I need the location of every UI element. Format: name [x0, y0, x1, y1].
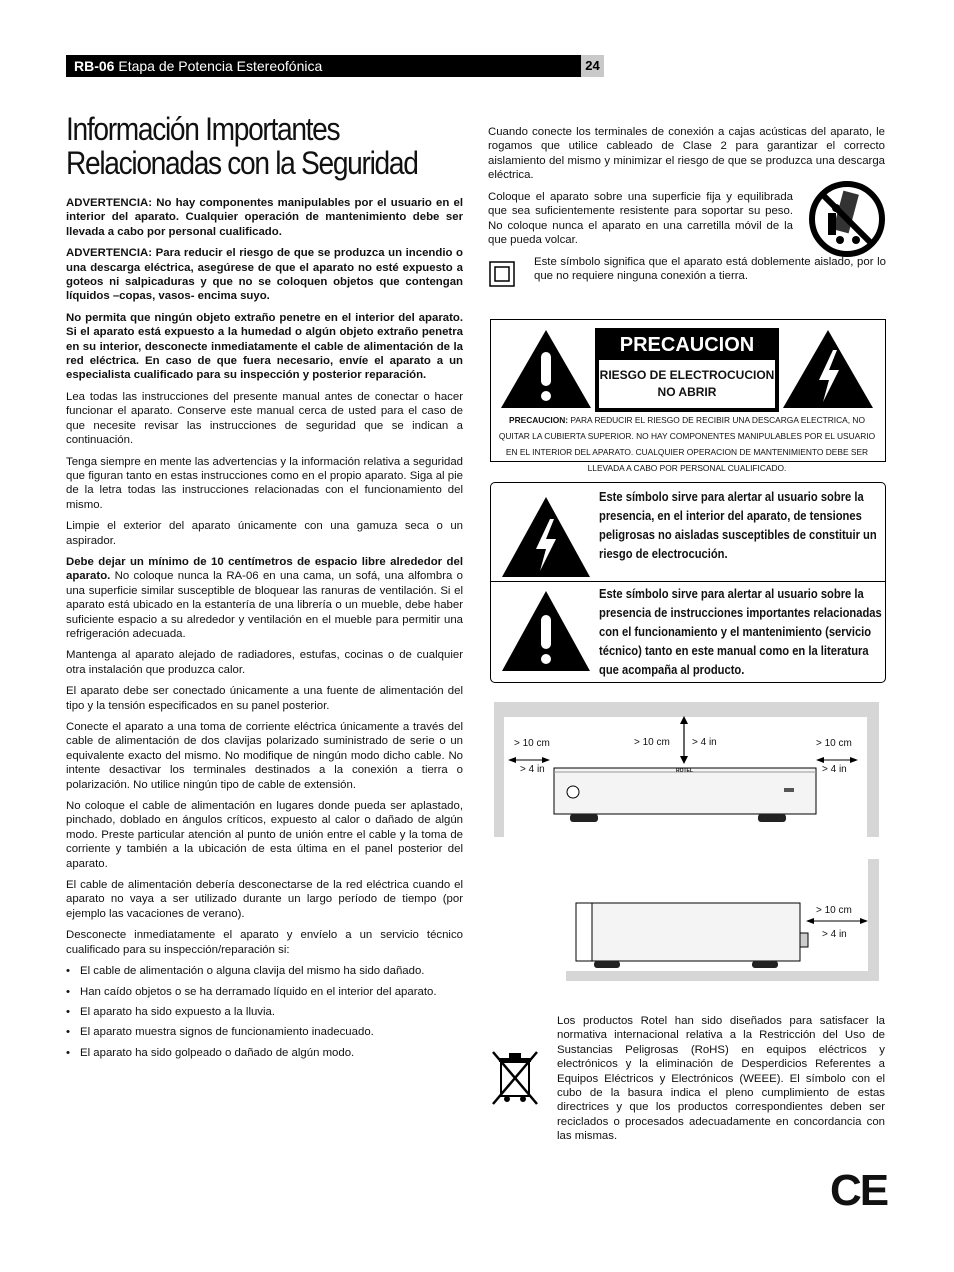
caution-label	[595, 328, 779, 412]
caution-description-text: PARA REDUCIR EL RIESGO DE RECIBIR UNA DESCARGA ELECTRICA, NO QUITAR LA CUBIERTA SUPERIOR. NO HAY COMPONENTES MANIPULABLES POR EL USUARIO EN EL INTERIOR DEL APARATO. CUALQUIER OPERACION DE MANTENIMIENTO DEBE SER LLEVADA A CABO POR PERSONAL CUALIFICADO.	[498, 415, 876, 473]
no-cart-icon	[808, 180, 886, 258]
list-item: • El cable de alimentación o alguna clavija del mismo ha sido dañado.	[66, 964, 463, 978]
exclamation-triangle-icon	[500, 589, 592, 673]
exclamation-triangle-icon	[499, 328, 593, 410]
double-insulation-text: Este símbolo significa que el aparato está doblemente aislado, por lo que no requiere ninguna conexión a tierra.	[534, 256, 886, 283]
bullet-list	[66, 964, 463, 1060]
paragraph: Desconecte inmediatamente el aparato y envíelo a un servicio técnico cualificado para su inspección/reparación si:	[66, 929, 463, 956]
page-title: Información Importantes Relacionadas con la Seguridad	[66, 111, 418, 181]
paragraph: Lea todas las instrucciones del presente manual antes de conectar o hacer funcionar el aparato. Conserve este manual cerca de usted para el caso de que necesite revisar las instrucciones de seguridad que se indican a continuación.	[66, 390, 463, 447]
paragraph: No coloque el cable de alimentación en lugares donde pueda ser aplastado, pinchado, doblado en ángulos críticos, expuesto al calor o dañado de algún modo. Preste particular atención al punto de unión entre el cable y la toma de corriente y también a la ubicación de esta última en el panel posterior del aparato.	[66, 800, 463, 870]
paragraph: El aparato debe ser conectado únicamente a una fuente de alimentación del tipo y la tensión especificados en su panel posterior.	[66, 685, 463, 712]
lightning-triangle-icon	[500, 495, 592, 579]
warning-3: No permita que ningún objeto extraño penetre en el interior del aparato. Si el aparato está expuesto a la humedad o algún objeto extraño penetra en su interior, desconecte inmediatamente el cable de alimentación de la red eléctrica. En caso de que fuera necesario, envíe el aparato a un especialista cualificado para su inspección y posterior reparación.	[66, 311, 463, 382]
list-item: • El aparato ha sido golpeado o dañado de algún modo.	[66, 1046, 463, 1060]
caution-description	[497, 412, 877, 476]
paragraph: El cable de alimentación debería desconectarse de la red eléctrica cuando el aparato no vaya a ser utilizado durante un largo período de tiempo (por ejemplo las vacaciones de verano).	[66, 879, 463, 920]
caution-title: PRECAUCION	[619, 334, 755, 356]
clearance-top-in: > 4 in	[692, 737, 717, 748]
clearance-rear-in: > 4 in	[822, 929, 847, 940]
lightning-triangle-icon	[781, 328, 875, 410]
divider	[491, 581, 885, 582]
list-item: • El aparato ha sido expuesto a la lluvia.	[66, 1005, 463, 1019]
symbol-lightning-text: Este símbolo sirve para alertar al usuario sobre la presencia, en el interior del aparato, de tensiones peligrosas no aisladas susceptibles de constituir un riesgo de electrocución.	[599, 489, 877, 561]
list-item: • El aparato muestra signos de funcionamiento inadecuado.	[66, 1025, 463, 1039]
page-number: 24	[581, 55, 604, 77]
paragraph: Conecte el aparato a una toma de corriente eléctrica únicamente a través del cable de alimentación de dos clavijas polarizado suministrado de serie o un equivalente exacto del mismo. No modifique de ningún modo dicho cable. No intente desactivar los terminales destinados a la conexión a tierra o polarización. No utilice ningún tipo de cable de extensión.	[66, 721, 463, 791]
caution-subtitle-box	[599, 360, 775, 408]
side-clearance-diagram	[566, 859, 879, 981]
spacing-rest: No coloque nunca la RA-06 en una cama, un sofá, una alfombra o una superficie similar susceptible de bloquear las ranuras de ventilación. Si el aparato está ubicado en la estantería de una librería o un mueble, debe haber suficiente espacio a su alrededor y ventilación en el mueble para permitir una refrigeración adecuada.	[66, 570, 463, 640]
clearance-rear-cm: > 10 cm	[816, 905, 852, 916]
ce-mark: CE	[830, 1166, 888, 1215]
brand-label: ROTEL	[676, 768, 693, 774]
symbols-box	[490, 482, 886, 683]
left-column	[66, 196, 463, 1066]
front-clearance-diagram	[494, 702, 879, 837]
side-amp-drawing	[566, 859, 879, 981]
paragraph: Tenga siempre en mente las advertencias y la información relativa a seguridad que figuran tanto en estas instrucciones como en el propio aparato. Siga al pie de la letra todas las instrucciones relacionadas con el funcionamiento del mismo.	[66, 455, 463, 511]
caution-description-label: PRECAUCION:	[508, 415, 569, 425]
paragraph	[66, 555, 463, 641]
list-item: • Han caído objetos o se ha derramado líquido en el interior del aparato.	[66, 985, 463, 999]
rohs-text: Los productos Rotel han sido diseñados para satisfacer la normativa internacional relativa a la Restricción del Uso de Sustancias Peligrosas (RoHS) en equipos eléctricos y electrónicos y la eliminación de Desperdicios Referentes a Equipos Eléctricos y Electrónicos (WEEE). El símbolo con el cubo de la basura indica el pleno cumplimiento de estas directrices y que los productos correspondientes deben ser reciclados o procesados adecuadamente en concordancia con las mismas.	[557, 1015, 885, 1143]
page-header	[66, 55, 581, 77]
paragraph: Mantenga al aparato alejado de radiadores, estufas, cocinas o de cualquier otra instalación que produzca calor.	[66, 649, 463, 676]
paragraph: Limpie el exterior del aparato únicamente con una gamuza seca o un aspirador.	[66, 520, 463, 547]
placement-text: Coloque el aparato sobre una superficie fija y equilibrada que sea suficientemente resistente para soportar su peso. No coloque nunca el aparato en una carretilla móvil de la que pueda volcar.	[488, 191, 793, 247]
clearance-left-cm: > 10 cm	[514, 738, 550, 749]
caution-subtitle-1: RIESGO DE ELECTROCUCION	[599, 368, 775, 382]
warning-1: ADVERTENCIA: No hay componentes manipulables por el usuario en el interior del aparato. Cualquier operación de mantenimiento debe ser llevada a cabo por personal cualificado.	[66, 197, 463, 238]
header-subtitle: Etapa de Potencia Estereofónica	[118, 58, 323, 74]
symbol-exclamation-text: Este símbolo sirve para alertar al usuario sobre la presencia de instrucciones importantes relacionadas con el funcionamiento y el mantenimiento (servicio técnico) tanto en este manual como en la literatura que acompaña al producto.	[599, 586, 882, 677]
weee-bin-icon	[489, 1048, 541, 1108]
warning-2: ADVERTENCIA: Para reducir el riesgo de que se produzca un incendio o una descarga eléctrica, asegúrese de que el aparato no esté expuesto a goteos ni salpicaduras y que no se coloquen objetos que contengan líquidos –copas, vasos- encima suyo.	[66, 247, 463, 303]
double-insulation-icon	[489, 261, 515, 287]
model-name: RB-06	[74, 58, 115, 74]
spacing-bold: Debe dejar un mínimo de 10 centímetros de espacio libre alrededor del aparato.	[66, 555, 463, 583]
speaker-wiring-text: Cuando conecte los terminales de conexión a cajas acústicas del aparato, le rogamos que utilice cableado de Clase 2 para garantizar el correcto aislamiento del mismo y minimizar el riesgo de que se produzca una descarga eléctrica.	[488, 126, 885, 182]
clearance-top-cm: > 10 cm	[634, 737, 670, 748]
clearance-right-cm: > 10 cm	[816, 738, 852, 749]
caution-subtitle-2: NO ABRIR	[657, 385, 717, 399]
clearance-left-in: > 4 in	[520, 764, 545, 775]
caution-box	[490, 319, 886, 473]
clearance-right-in: > 4 in	[822, 764, 847, 775]
